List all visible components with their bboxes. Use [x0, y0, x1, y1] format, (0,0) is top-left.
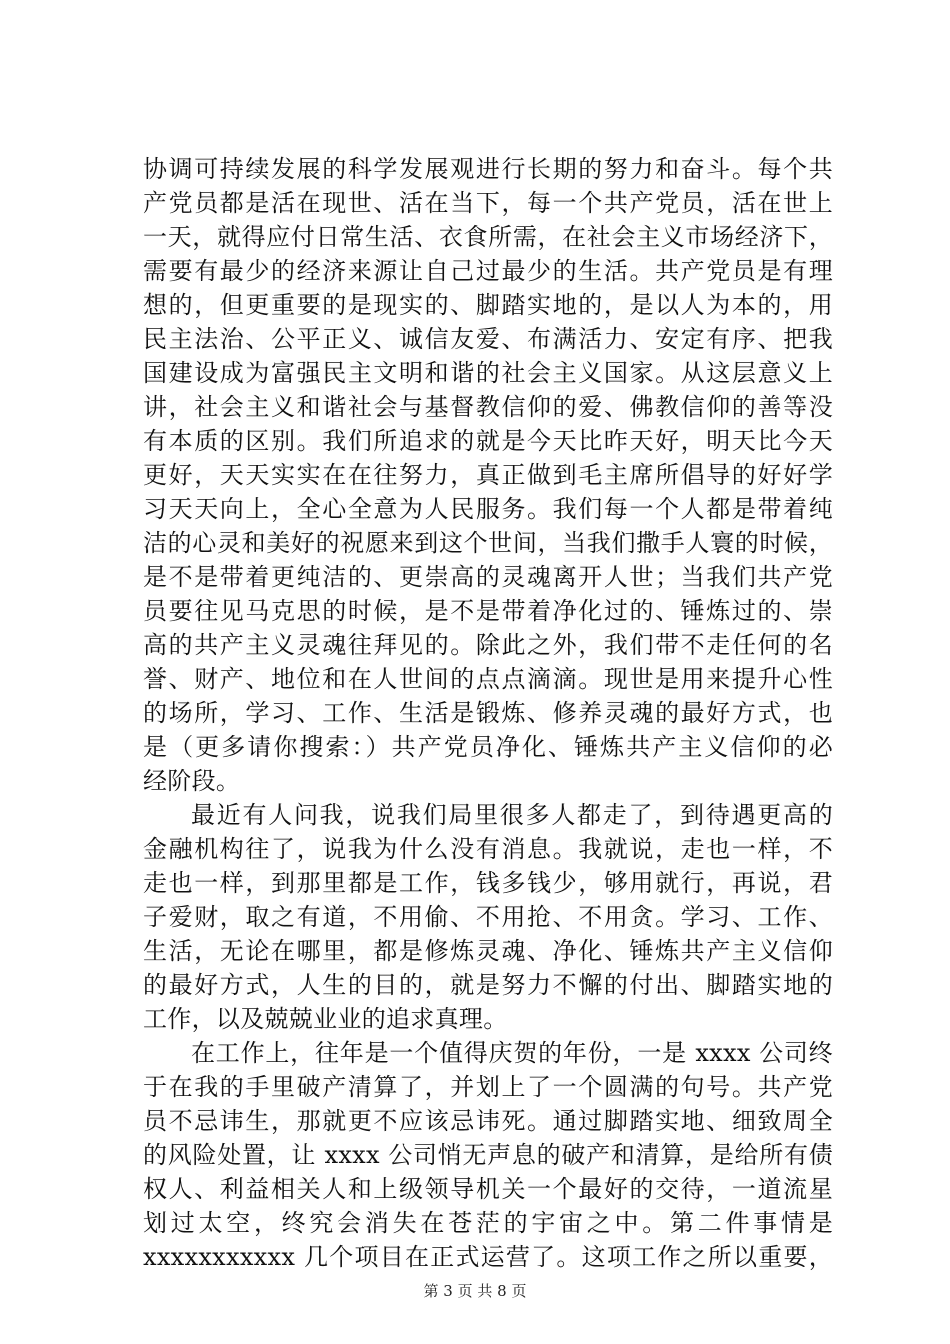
- text-line: 生活，无论在哪里，都是修炼灵魂、净化、锤炼共产主义信仰: [143, 937, 833, 965]
- text-line: 洁的心灵和美好的祝愿来到这个世间，当我们撒手人寰的时候，: [143, 529, 833, 557]
- text-line: 高的共产主义灵魂往拜见的。除此之外，我们带不走任何的名: [143, 631, 833, 659]
- text-line: 誉、财产、地位和在人世间的点点滴滴。现世是用来提升心性: [143, 665, 833, 693]
- text-line: 有本质的区别。我们所追求的就是今天比昨天好，明天比今天: [143, 427, 833, 455]
- text-line: 走也一样，到那里都是工作，钱多钱少，够用就行，再说，君: [143, 869, 833, 897]
- text-line: 于在我的手里破产清算了，并划上了一个圆满的句号。共产党: [143, 1073, 833, 1101]
- text-line: 员要往见马克思的时候，是不是带着净化过的、锤炼过的、崇: [143, 597, 833, 625]
- text-line: 在工作上，往年是一个值得庆贺的年份，一是 xxxx 公司终: [191, 1039, 833, 1067]
- paragraph: [143, 152, 833, 798]
- text-line: 国建设成为富强民主文明和谐的社会主义国家。从这层意义上: [143, 359, 833, 387]
- text-line: 的风险处置，让 xxxx 公司悄无声息的破产和清算，是给所有债: [143, 1141, 833, 1169]
- text-line: 想的，但更重要的是现实的、脚踏实地的，是以人为本的，用: [143, 291, 833, 319]
- text-line: 协调可持续发展的科学发展观进行长期的努力和奋斗。每个共: [143, 155, 833, 183]
- text-line: 权人、利益相关人和上级领导机关一个最好的交待，一道流星: [143, 1175, 833, 1203]
- document-body: [143, 152, 833, 1274]
- page-footer: 第 3 页 共 8 页: [423, 1282, 527, 1300]
- text-line: 更好，天天实实在在往努力，真正做到毛主席所倡导的好好学: [143, 461, 833, 489]
- text-line: 最近有人问我，说我们局里很多人都走了，到待遇更高的: [191, 801, 833, 829]
- text-line: 金融机构往了，说我为什么没有消息。我就说，走也一样，不: [143, 835, 833, 863]
- text-line: xxxxxxxxxxx 几个项目在正式运营了。这项工作之所以重要，: [143, 1243, 833, 1271]
- text-line: 经阶段。: [143, 767, 241, 795]
- text-line: 是（更多请你搜索：）共产党员净化、锤炼共产主义信仰的必: [143, 733, 833, 761]
- text-line: 工作，以及兢兢业业的追求真理。: [143, 1005, 508, 1033]
- text-line: 是不是带着更纯洁的、更崇高的灵魂离开人世；当我们共产党: [143, 563, 833, 591]
- text-line: 讲，社会主义和谐社会与基督教信仰的爱、佛教信仰的善等没: [143, 393, 833, 421]
- text-line: 员不忌讳生，那就更不应该忌讳死。通过脚踏实地、细致周全: [143, 1107, 833, 1135]
- paragraph: [143, 798, 833, 1036]
- text-line: 的场所，学习、工作、生活是锻炼、修养灵魂的最好方式，也: [143, 699, 833, 727]
- text-line: 民主法治、公平正义、诚信友爱、布满活力、安定有序、把我: [143, 325, 833, 353]
- text-line: 子爱财，取之有道，不用偷、不用抢、不用贪。学习、工作、: [143, 903, 833, 931]
- paragraph: [143, 1036, 833, 1274]
- text-line: 习天天向上，全心全意为人民服务。我们每一个人都是带着纯: [143, 495, 833, 523]
- text-line: 需要有最少的经济来源让自己过最少的生活。共产党员是有理: [143, 257, 833, 285]
- text-line: 一天，就得应付日常生活、衣食所需，在社会主义市场经济下，: [143, 223, 833, 251]
- text-line: 划过太空，终究会消失在苍茫的宇宙之中。第二件事情是: [143, 1209, 833, 1237]
- text-line: 的最好方式，人生的目的，就是努力不懈的付出、脚踏实地的: [143, 971, 833, 999]
- text-line: 产党员都是活在现世、活在当下，每一个共产党员，活在世上: [143, 189, 833, 217]
